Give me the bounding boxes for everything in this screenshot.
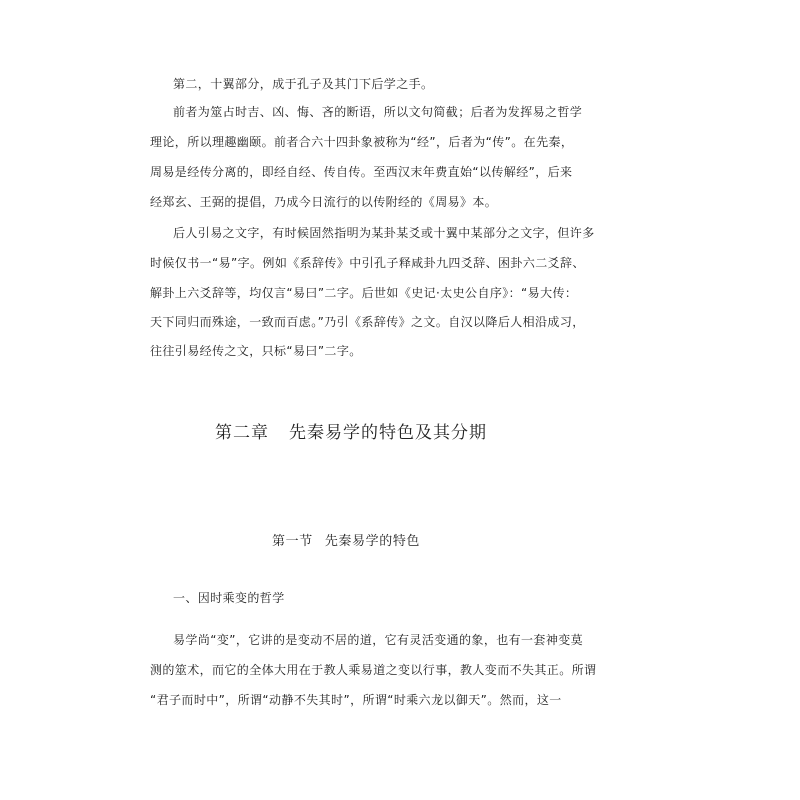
section-number: 第一节 (272, 534, 313, 549)
paragraph-line: “君子而时中”，所谓“动静不失其时”，所谓“时乘六龙以御天”。然而，这一 (150, 693, 562, 707)
section-title: 先秦易学的特色 (324, 534, 421, 549)
paragraph-line: 理论，所以理趣幽颐。前者合六十四卦象被称为“经”，后者为“传”。在先秦， (150, 135, 574, 149)
paragraph-line: 天下同归而殊途，一致而百虑。”乃引《系辞传》之文。自汉以降后人相沿成习， (150, 315, 585, 329)
paragraph-line: 经郑玄、王弼的提倡，乃成今日流行的以传附经的《周易》本。 (150, 195, 498, 209)
paragraph-line: 测的筮术，而它的全体大用在于教人乘易道之变以行事，教人变而不失其正。所谓 (150, 663, 597, 677)
paragraph-line: 第二，十翼部分，成于孔子及其门下后学之手。 (173, 77, 434, 91)
subheading: 一、因时乘变的哲学 (173, 591, 285, 605)
paragraph-line: 解卦上六爻辞等，均仅言“易曰”二字。后世如《史记·太史公自序》：“易大传： (150, 286, 578, 300)
paragraph-line: 时候仅书一“易”字。例如《系辞传》中引孔子释咸卦九四爻辞、困卦六二爻辞、 (150, 256, 585, 270)
paragraph-line: 周易是经传分离的，即经自经、传自传。至西汉末年费直始“以传解经”，后来 (150, 165, 573, 179)
paragraph-line: 易学尚“变”，它讲的是变动不居的道，它有灵活变通的象，也有一套神变莫 (173, 633, 584, 647)
chapter-title: 先秦易学的特色及其分期 (289, 423, 487, 443)
paragraph-line: 后人引易之文字，有时候固然指明为某卦某爻或十翼中某部分之文字，但许多 (173, 226, 595, 240)
section-heading (272, 530, 420, 549)
chapter-number: 第二章 (215, 423, 269, 443)
paragraph-line: 前者为筮占时吉、凶、悔、吝的断语，所以文句简截；后者为发挥易之哲学 (173, 105, 583, 119)
chapter-heading (215, 418, 487, 443)
paragraph-line: 往往引易经传之文，只标“易曰”二字。 (150, 344, 362, 358)
